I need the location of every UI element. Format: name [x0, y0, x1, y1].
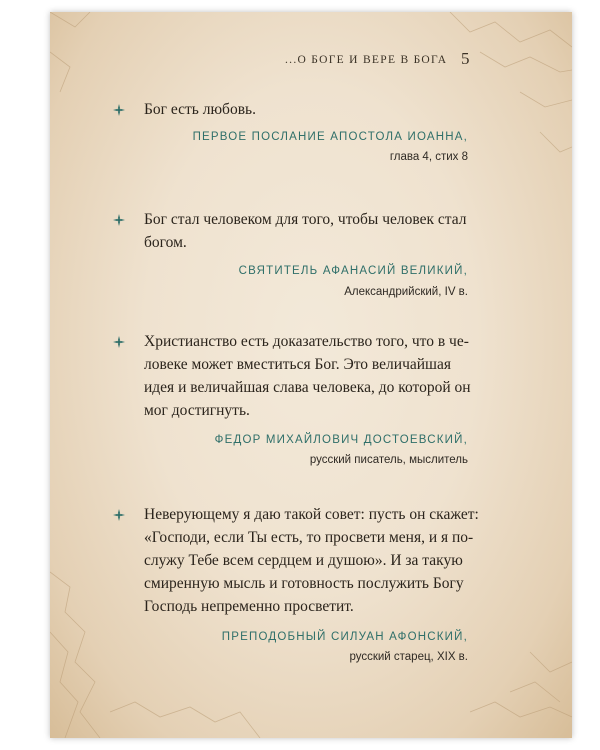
quote-line: «Господи, если Ты есть, то просвети меня, и я по- — [144, 529, 474, 546]
quote-text — [144, 98, 484, 121]
cross-flourish-icon — [113, 509, 125, 521]
quote-line: идея и величайшая слава человека, до которой он — [144, 379, 471, 396]
quote-line: Бог есть любовь. — [144, 101, 256, 118]
quote-line: Бог стал человеком для того, чтобы человек стал — [144, 211, 467, 228]
quote-author-description: русский писатель, мыслитель — [309, 454, 468, 466]
book-page — [50, 12, 572, 738]
cross-flourish-icon — [113, 104, 125, 116]
quote-author-description: глава 4, стих 8 — [389, 151, 468, 163]
quote-line: служу Тебе всем сердцем и душою». И за такую — [144, 552, 463, 569]
quote-author: СВЯТИТЕЛЬ АФАНАСИЙ ВЕЛИКИЙ, — [238, 265, 468, 277]
running-title: ...О БОГЕ И ВЕРЕ В БОГА — [285, 54, 448, 66]
quote-line: ловеке может вместиться Бог. Это величайшая — [144, 356, 451, 373]
quote-line: смиренную мысль и готовность послужить Богу — [144, 575, 464, 592]
quote-line: богом. — [144, 234, 187, 251]
quote-text — [144, 208, 484, 254]
quote-author: ПРЕПОДОБНЫЙ СИЛУАН АФОНСКИЙ, — [221, 631, 468, 643]
quote-author-description: русский старец, XIX в. — [349, 651, 468, 663]
quote-line: Неверующему я даю такой совет: пусть он скажет: — [144, 506, 479, 523]
quote-author: ПЕРВОЕ ПОСЛАНИЕ АПОСТОЛА ИОАННА, — [192, 131, 468, 143]
page-number: 5 — [461, 49, 470, 68]
cross-flourish-icon — [113, 214, 125, 226]
quote-line: мог достигнуть. — [144, 402, 250, 419]
quote-line: Господь непременно просветит. — [144, 598, 354, 615]
quote-text — [144, 503, 484, 618]
quote-text — [144, 330, 484, 422]
quote-author-description: Александрийский, IV в. — [344, 286, 468, 298]
quote-author: ФЕДОР МИХАЙЛОВИЧ ДОСТОЕВСКИЙ, — [214, 434, 468, 446]
cross-flourish-icon — [113, 336, 125, 348]
quote-line: Христианство есть доказательство того, что в че- — [144, 333, 469, 350]
